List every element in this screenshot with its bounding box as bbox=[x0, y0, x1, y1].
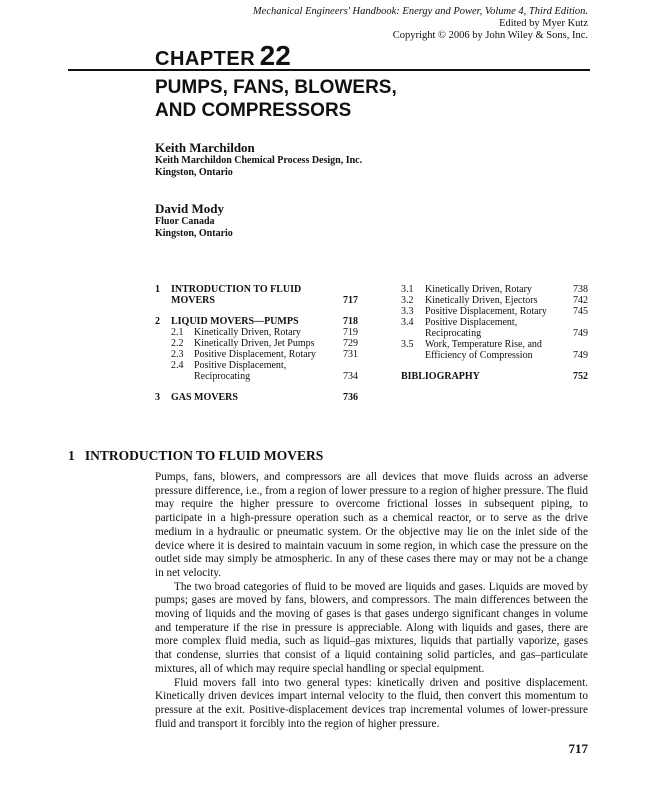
toc-label: Positive Displacement, Rotary bbox=[194, 349, 316, 360]
toc-number: 3.3 bbox=[401, 306, 414, 317]
header-editor: Edited by Myer Kutz bbox=[499, 18, 588, 29]
toc-page: 736 bbox=[343, 392, 358, 403]
toc-page: 742 bbox=[573, 295, 588, 306]
toc-page: 717 bbox=[343, 295, 358, 306]
toc-page: 729 bbox=[343, 338, 358, 349]
body-text bbox=[155, 471, 588, 731]
author-place: Kingston, Ontario bbox=[155, 167, 233, 178]
toc-label: MOVERS bbox=[171, 295, 215, 306]
toc-label: Kinetically Driven, Rotary bbox=[425, 284, 532, 295]
author-place: Kingston, Ontario bbox=[155, 228, 233, 239]
toc-label: Kinetically Driven, Ejectors bbox=[425, 295, 538, 306]
toc-page: 745 bbox=[573, 306, 588, 317]
toc-number: 3.4 bbox=[401, 317, 414, 328]
paragraph: The two broad categories of fluid to be moved are liquids and gases. Liquids are moved by pumps; gases are moved by fans, blowers, and compressors. The main differences between the moving of liquids and the moving of gases is that gases undergo significant changes in volume and temperature if the rise in pressure is appreciable. Along with liquids and gases, there are more complex fluid media, such as liquid–gas mixtures, liquids that partially vaporize, gases that condense, slurries that consist of a liquid containing solid particles, and gas–particulate mixtures, all of which may require special handling or special equipment. bbox=[155, 580, 588, 675]
toc-label: Positive Displacement, Rotary bbox=[425, 306, 547, 317]
toc-page: 731 bbox=[343, 349, 358, 360]
paragraph: Pumps, fans, blowers, and compressors are all devices that move fluids across an adverse pressure difference, i.e., from a region of lower pressure to a region of higher pressure. The fluid may require the higher pressure to overcome frictional losses in subsequent piping, to participate in a high-pressure operation such as a chemical reactor, or to serve as the drive medium in a hydraulic or pneumatic system. Or the objective may lie on the inlet side of the device where it is desired to maintain vacuum in some region, in which case the pressure on the outlet side may simply be atmospheric. In any of these cases there may or may not be a change in net velocity. bbox=[155, 471, 588, 579]
toc-label: GAS MOVERS bbox=[171, 392, 238, 403]
header-copyright: Copyright © 2006 by John Wiley & Sons, Inc. bbox=[392, 30, 588, 41]
toc-label: Reciprocating bbox=[425, 328, 482, 339]
toc-label: INTRODUCTION TO FLUID bbox=[171, 284, 302, 295]
author-name: David Mody bbox=[155, 201, 224, 216]
toc-page: 749 bbox=[573, 328, 588, 339]
toc-number: 3.1 bbox=[401, 284, 414, 295]
chapter-title-line: PUMPS, FANS, BLOWERS, bbox=[155, 77, 397, 98]
toc-page: 734 bbox=[343, 371, 358, 382]
author-org: Fluor Canada bbox=[155, 216, 215, 227]
toc-page: 719 bbox=[343, 327, 358, 338]
page-number: 717 bbox=[568, 741, 588, 756]
toc-number: 3.5 bbox=[401, 339, 414, 350]
toc-label: Work, Temperature Rise, and bbox=[425, 339, 542, 350]
chapter-word: CHAPTER bbox=[155, 48, 256, 70]
toc-number: 3 bbox=[155, 392, 160, 403]
toc-label: LIQUID MOVERS—PUMPS bbox=[171, 316, 299, 327]
author-org: Keith Marchildon Chemical Process Design, Inc. bbox=[155, 155, 363, 166]
chapter-number: 22 bbox=[259, 40, 291, 71]
toc-label: Efficiency of Compression bbox=[425, 350, 533, 361]
toc-label: Reciprocating bbox=[194, 371, 251, 382]
toc-label: BIBLIOGRAPHY bbox=[401, 371, 480, 382]
toc-number: 3.2 bbox=[401, 295, 414, 306]
toc-number: 2.2 bbox=[171, 338, 184, 349]
toc-label: Kinetically Driven, Jet Pumps bbox=[194, 338, 315, 349]
author-name: Keith Marchildon bbox=[155, 140, 255, 155]
chapter-title-line: AND COMPRESSORS bbox=[155, 100, 352, 121]
header-book-title: Mechanical Engineers' Handbook: Energy and Power, Volume 4, Third Edition. bbox=[252, 6, 588, 17]
toc-number: 2 bbox=[155, 316, 160, 327]
toc-label: Positive Displacement, bbox=[194, 360, 287, 371]
toc-number: 2.4 bbox=[171, 360, 184, 371]
toc-number: 1 bbox=[155, 284, 160, 295]
toc-label: Positive Displacement, bbox=[425, 317, 518, 328]
toc-number: 2.1 bbox=[171, 327, 184, 338]
toc-page: 752 bbox=[573, 371, 588, 382]
toc-page: 738 bbox=[573, 284, 588, 295]
toc-number: 2.3 bbox=[171, 349, 184, 360]
toc-label: Kinetically Driven, Rotary bbox=[194, 327, 301, 338]
paragraph: Fluid movers fall into two general types: kinetically driven and positive displacement. Kinetically driven devices impart internal velocity to the fluid, then convert this momentum to pressure at the exit. Positive-displacement devices trap incremental volumes of lower-pressure fluid and transport it forcibly into the region of higher pressure. bbox=[155, 676, 588, 730]
section-heading: 1 INTRODUCTION TO FLUID MOVERS bbox=[68, 448, 324, 463]
toc-page: 749 bbox=[573, 350, 588, 361]
toc-page: 718 bbox=[343, 316, 358, 327]
